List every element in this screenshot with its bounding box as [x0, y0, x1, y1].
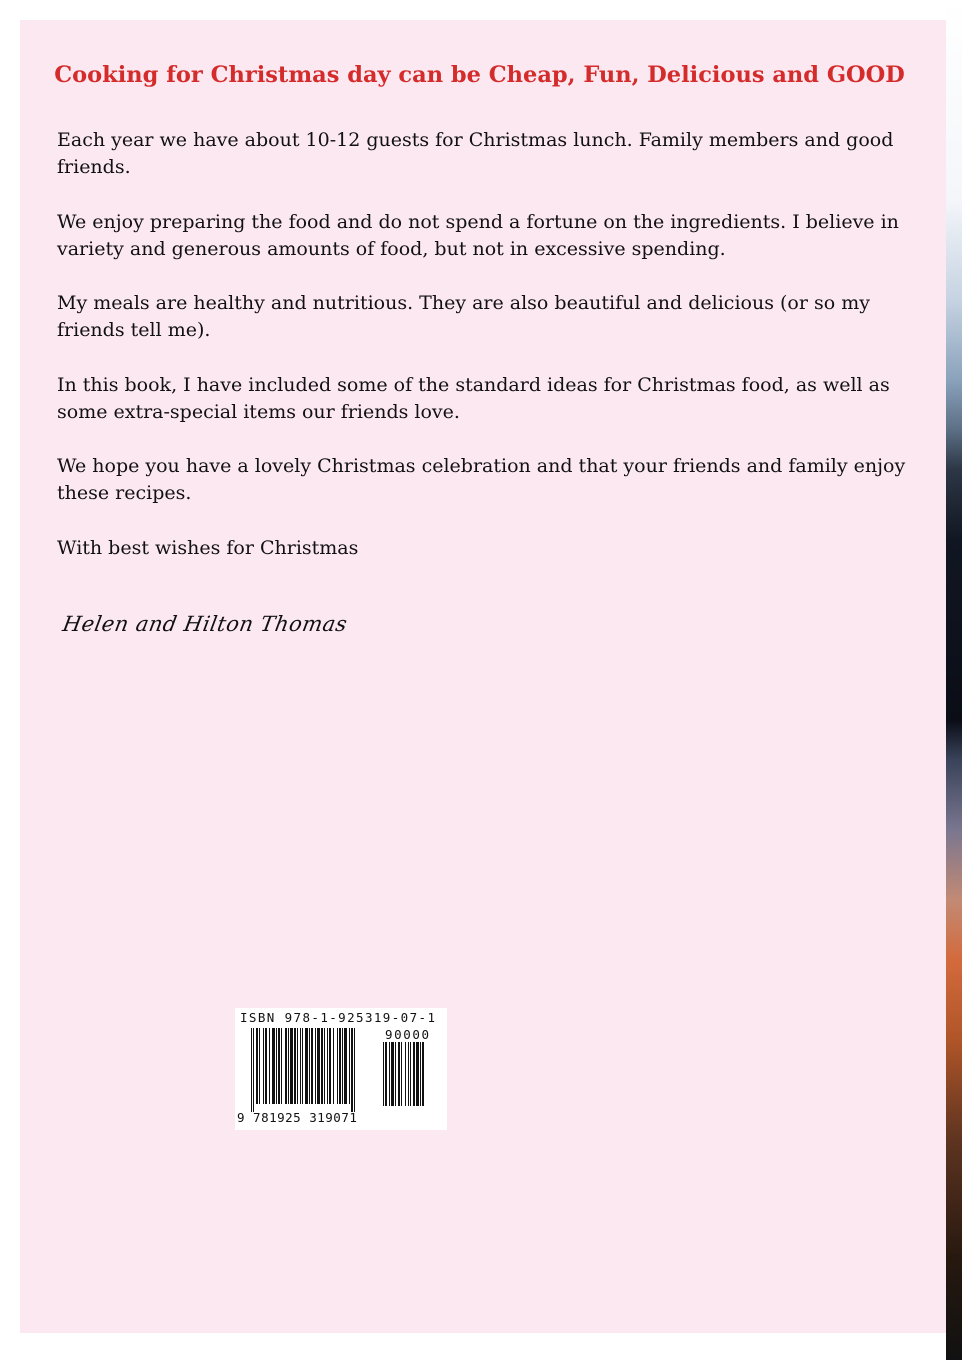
cover-title: Cooking for Christmas day can be Cheap, Fun, Delicious and GOOD [54, 62, 905, 88]
barcode-bar [297, 1028, 298, 1104]
ean-bars [251, 1028, 381, 1112]
barcode-bar [339, 1028, 341, 1104]
barcode-bar [344, 1028, 347, 1104]
barcode-bar [259, 1028, 260, 1104]
barcode-bar [278, 1028, 280, 1104]
barcode-bar [265, 1028, 267, 1104]
barcode-bar [269, 1028, 270, 1104]
barcode-bar [385, 1042, 387, 1106]
barcode-bar [351, 1028, 353, 1112]
isbn-number: ISBN 978-1-925319-07-1 [240, 1010, 437, 1025]
barcode-bar [408, 1042, 409, 1106]
barcode-bar [398, 1042, 400, 1106]
barcode-bar [317, 1028, 320, 1104]
paragraph-3: My meals are healthy and nutritious. They are also beautiful and delicious (or so my friends tell me). [57, 292, 870, 341]
barcode-bar [263, 1028, 264, 1104]
barcode-bar [401, 1042, 402, 1106]
barcode-bar [290, 1028, 293, 1104]
barcode-bar [251, 1028, 252, 1112]
barcode-bar [354, 1028, 355, 1112]
barcode-bar [302, 1028, 303, 1104]
paragraph-2: We enjoy preparing the food and do not spend a fortune on the ingredients. I believe in variety and generous amounts of food, but not in excessive spending. [57, 211, 899, 260]
barcode-bar [285, 1028, 287, 1104]
closing-line: With best wishes for Christmas [57, 537, 359, 559]
author-signature: Helen and Hilton Thomas [60, 612, 350, 636]
barcode-bar [256, 1028, 258, 1104]
price-addon-digits: 90000 [385, 1027, 431, 1042]
barcode-bar [276, 1028, 277, 1104]
barcode-bar [410, 1042, 411, 1106]
barcode-bar [311, 1028, 313, 1104]
barcode-bar [272, 1028, 275, 1104]
paragraph-1: Each year we have about 10-12 guests for Christmas lunch. Family members and good friends. [57, 129, 894, 178]
paragraph-4: In this book, I have included some of the standard ideas for Christmas food, as well as some extra-special items our friends love. [57, 374, 890, 423]
barcode-bar [288, 1028, 289, 1104]
addon-bars [383, 1042, 441, 1112]
barcode-bar [342, 1028, 343, 1104]
barcode-bar [389, 1042, 390, 1106]
barcode-bar [383, 1042, 384, 1106]
barcode-bar [337, 1028, 338, 1104]
barcode-bar [405, 1042, 406, 1106]
isbn-barcode [235, 1008, 447, 1130]
barcode-bar [309, 1028, 310, 1104]
barcode-bar [253, 1028, 254, 1112]
barcode-bar [413, 1042, 415, 1106]
barcode-bar [422, 1042, 424, 1106]
barcode-bar [329, 1028, 331, 1104]
paragraph-5: We hope you have a lovely Christmas celebration and that your friends and family enjoy these recipes. [57, 455, 906, 504]
barcode-bar [327, 1028, 328, 1104]
barcode-bar [300, 1028, 301, 1104]
barcode-bar [391, 1042, 394, 1106]
barcode-bar [281, 1028, 282, 1104]
ean-digits: 9 781925 319071 [237, 1110, 358, 1125]
barcode-bar [324, 1028, 325, 1104]
barcode-bar [395, 1042, 396, 1106]
barcode-bar [416, 1042, 419, 1106]
barcode-bar [315, 1028, 316, 1104]
barcode-bar [333, 1028, 334, 1104]
barcode-bar [305, 1028, 308, 1104]
barcode-bar [349, 1028, 350, 1104]
barcode-bar [321, 1028, 323, 1104]
barcode-bar [294, 1028, 296, 1104]
barcode-bar [420, 1042, 421, 1106]
front-cover-edge [946, 0, 962, 1360]
